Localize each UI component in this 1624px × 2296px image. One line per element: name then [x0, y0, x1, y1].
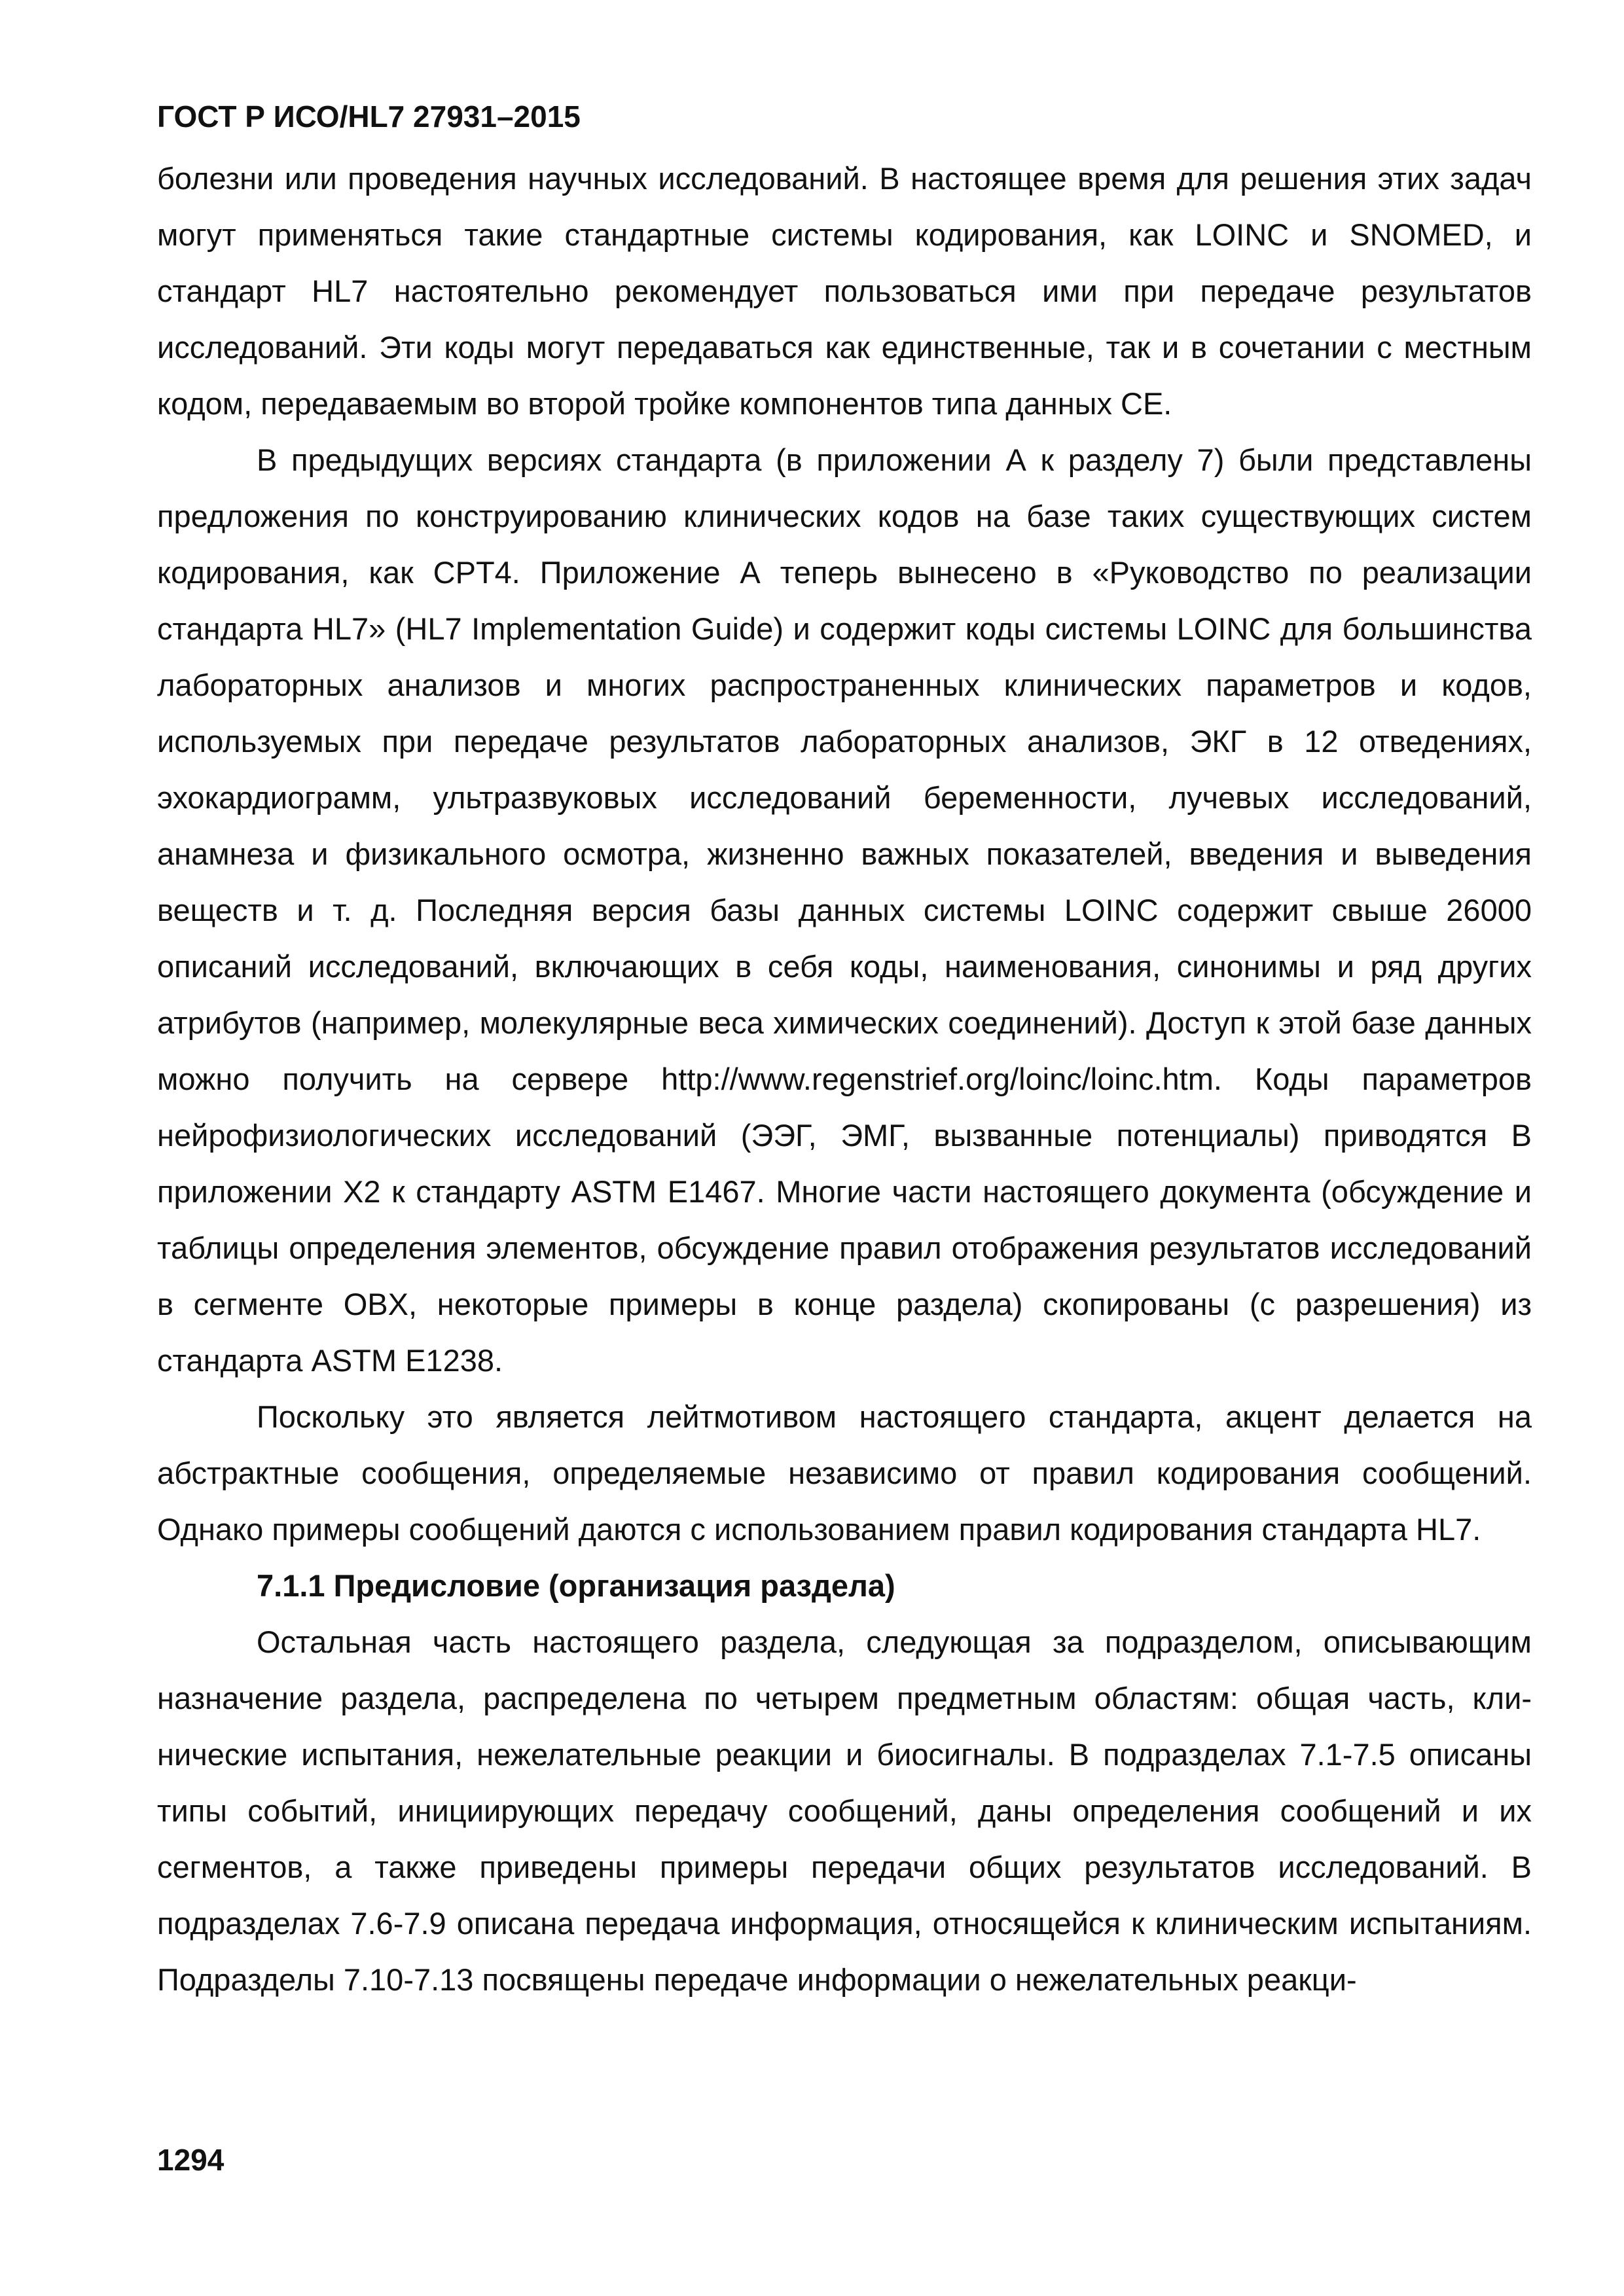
- document-body: [157, 151, 1532, 2008]
- section-heading: 7.1.1 Предисловие (организация раздела): [257, 1568, 895, 1603]
- paragraph-previous-versions: В предыдущих версиях стандарта (в приложении А к разделу 7) были представлены предложения по конструированию клинических кодов на базе таких существующих систем кодирования, как CPT4. Приложение А теперь вынесено в «Руководство по реализации стандарта HL7» (HL7 Implementation Guide) и содержит коды системы LOINC для большинства лабораторных анализов и многих распространенных клинических параметров и кодов, используемых при передаче результатов лабораторных анализов, ЭКГ в 12 отведениях, эхокардиограмм, ультразвуковых исследований беременности, лучевых исследований, анамнеза и физикального осмотра, жизненно важных показателей, введения и выведения веществ и т. д. Последняя версия базы данных системы LOINC содержит свыше 26000 описаний исследований, включающих в себя коды, наименования, синонимы и ряд других атрибутов (например, молекулярные веса химических соединений). Доступ к этой базе данных можно получить на сервере http://www.regenstrief.org/loinc/loinc.htm. Коды параметров нейрофизиологических исследований (ЭЭГ, ЭМГ, вызванные потенциалы) приводятся В приложении X2 к стандарту ASTM E1467. Многие части настоящего документа (обсуждение и таблицы определения элементов, обсуждение правил отображения результатов исследований в сегменте OBX, некоторые примеры в конце раздела) скопированы (с разрешения) из стандарта ASTM E1238.: [157, 442, 1532, 1378]
- paragraph-abstract-messages: Поскольку это является лейтмотивом настоящего стандарта, акцент делается на абстрактные сообщения, определяемые независимо от правил кодирования сообщений. Однако примеры сообщений даются с использованием правил кодирования стандарта HL7.: [157, 1399, 1532, 1547]
- paragraph-section-organization: Остальная часть настоящего раздела, следующая за подразделом, описывающим назначение раздела, распределена по четырем предметным областям: общая часть, клинические испытания, нежелательные реакции и биосигналы. В подразделах 7.1-7.5 описаны типы событий, инициирующих передачу сообщений, даны определения сообщений и их сегментов, а также приведены примеры передачи общих результатов исследований. В подразделах 7.6-7.9 описана передача информация, относящейся к клиническим испытаниям. Подразделы 7.10-7.13 посвящены передаче информации о нежелательных реакци-: [157, 1624, 1532, 1997]
- paragraph-continuation: болезни или проведения научных исследований. В настоящее время для решения этих задач могут применяться такие стандартные системы кодирования, как LOINC и SNOMED, и стандарт HL7 настоятельно рекомендует пользоваться ими при передаче результатов исследований. Эти коды могут передаваться как единственные, так и в сочетании с местным кодом, передаваемым во второй тройке компонентов типа данных CE.: [157, 161, 1532, 421]
- page-number: 1294: [157, 2143, 225, 2177]
- document-header: ГОСТ Р ИСО/HL7 27931–2015: [157, 99, 581, 134]
